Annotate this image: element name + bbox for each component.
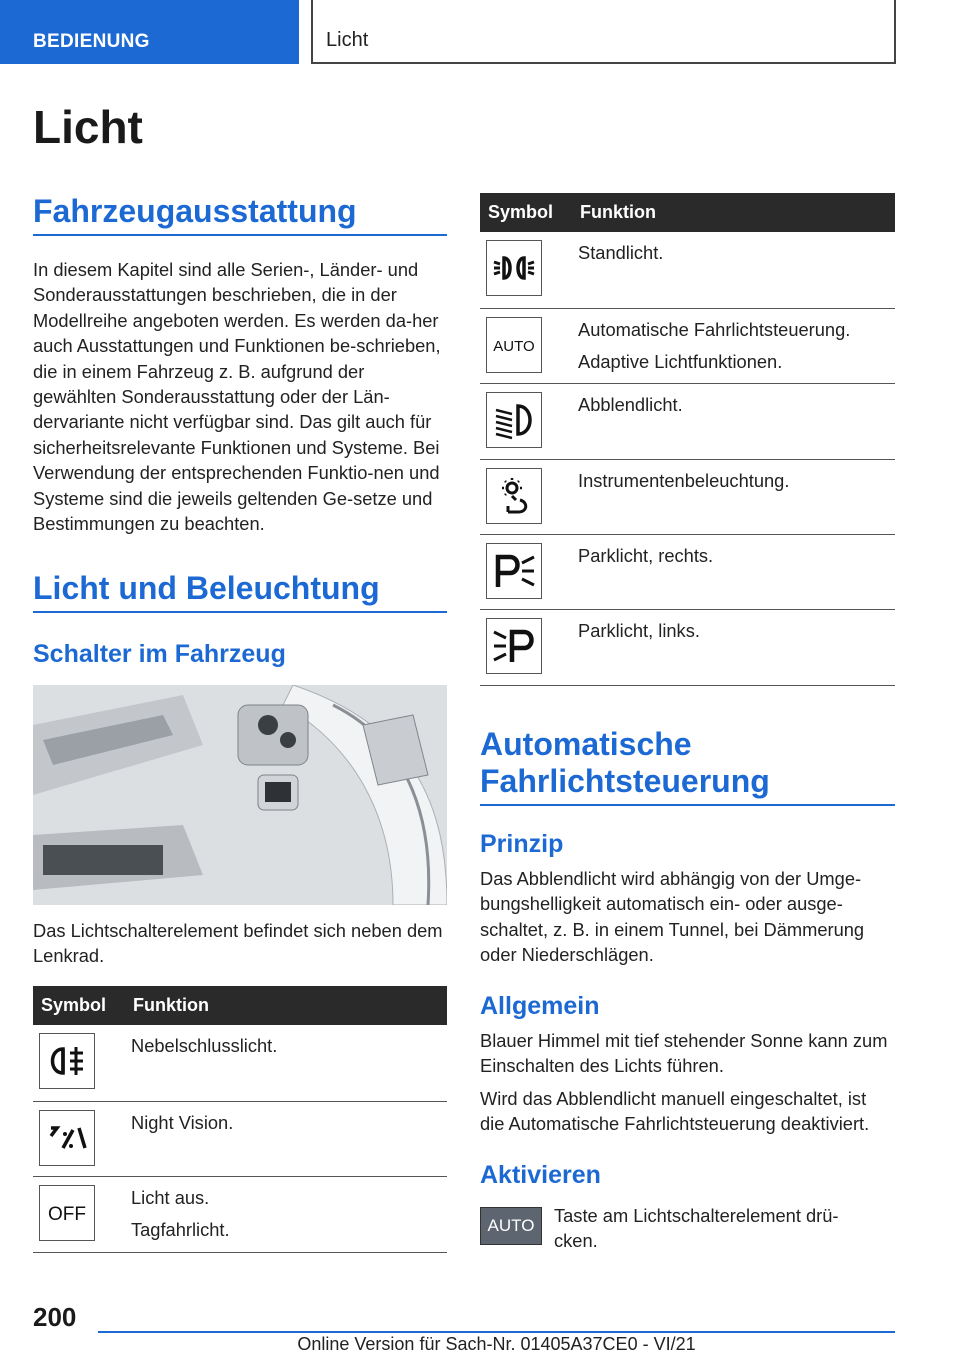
equipment-paragraph: In diesem Kapitel sind alle Serien-, Länder- und Sonderausstattungen beschrieben, die in der Modellreihe angeboten werden. Es werden da-her auch Ausstattungen und Funktionen be-schrieben, die in einem Fahrzeug z. B. aufgrund der gewählten Sonderausstattung oder der Län-dervariante nicht verfügbar sind. Das gilt auch für sicherheitsrelevante Funktionen und Systeme. Bei Verwendung der entsprechenden Funktio-nen und Systeme sind die jeweils geltenden Ge-setze und Bestimmungen zu beachten. xyxy=(33,259,441,535)
rear-fog-light-icon xyxy=(39,1033,95,1089)
footer-divider xyxy=(98,1331,895,1333)
off-icon xyxy=(39,1185,95,1241)
function-text: Automatische Fahrlichtsteuerung. xyxy=(578,318,851,340)
col-function: Funktion xyxy=(572,193,895,232)
col-symbol: Symbol xyxy=(480,193,572,232)
function-text: Abblendlicht. xyxy=(578,393,683,415)
left-symbol-table xyxy=(33,986,447,1253)
function-text: Nebelschlusslicht. xyxy=(131,1035,278,1056)
heading-activate: Aktivieren xyxy=(480,1161,601,1189)
table-row xyxy=(480,534,895,609)
heading-switch: Schalter im Fahrzeug xyxy=(33,640,286,668)
col-symbol: Symbol xyxy=(33,986,125,1025)
general-paragraph-2: Wird das Abblendlicht manuell eingeschaltet, ist die Automatische Fahrlichtsteuerung deaktiviert. xyxy=(480,1088,870,1135)
general-paragraph-1: Blauer Himmel mit tief stehender Sonne kann zum Einschalten des Lichts führen. xyxy=(480,1030,888,1077)
page-number: 200 xyxy=(33,1302,77,1332)
table-row xyxy=(33,1025,447,1101)
footer-online-version: Online Version für Sach-Nr. 01405A37CE0 - VI/21 xyxy=(297,1334,696,1354)
function-text: Instrumentenbeleuchtung. xyxy=(578,469,790,491)
function-text: Parklicht, links. xyxy=(578,619,700,641)
table-row xyxy=(33,1176,447,1252)
function-text: Adaptive Lichtfunktionen. xyxy=(578,350,783,372)
heading-principle: Prinzip xyxy=(480,830,564,858)
low-beam-icon xyxy=(486,392,542,448)
auto-icon xyxy=(486,317,542,373)
light-switch-photo xyxy=(33,685,447,905)
function-text: Tagfahrlicht. xyxy=(131,1218,230,1240)
function-text: Night Vision. xyxy=(131,1111,234,1133)
svg-text:AUTO: AUTO xyxy=(493,337,535,355)
function-text: Standlicht. xyxy=(578,242,664,263)
function-text: Parklicht, rechts. xyxy=(578,544,714,566)
heading-auto-light: Automatische Fahrlichtsteuerung xyxy=(480,726,895,806)
principle-paragraph: Das Abblendlicht wird abhängig von der Umge-bungshelligkeit automatisch ein- oder ausge-schaltet, z. B. in einem Tunnel, bei Dämmerung oder Niederschlägen. xyxy=(480,868,865,966)
right-symbol-table xyxy=(480,193,895,686)
table-row xyxy=(480,609,895,685)
chapter-tab[interactable] xyxy=(311,0,896,64)
parking-light-right-icon xyxy=(486,543,542,599)
page-title: Licht xyxy=(33,101,143,153)
side-light-icon xyxy=(486,240,542,296)
section-tab[interactable] xyxy=(0,0,299,64)
function-text: Licht aus. xyxy=(131,1186,210,1208)
auto-button-icon: AUTO xyxy=(480,1207,542,1245)
chapter-label: Licht xyxy=(326,29,369,51)
heading-equipment: Fahrzeugausstattung xyxy=(33,193,447,236)
activate-paragraph: Taste am Lichtschalterelement drü-cken. xyxy=(554,1205,839,1252)
table-row xyxy=(33,1101,447,1176)
dashboard-illustration xyxy=(33,685,447,905)
table-row xyxy=(480,459,895,534)
section-label: BEDIENUNG xyxy=(33,31,150,52)
heading-light: Licht und Beleuchtung xyxy=(33,570,447,613)
table-row xyxy=(480,383,895,459)
night-vision-icon xyxy=(39,1110,95,1166)
col-function: Funktion xyxy=(125,986,447,1025)
svg-text:OFF: OFF xyxy=(48,1203,86,1225)
parking-light-left-icon xyxy=(486,618,542,674)
switch-caption: Das Lichtschalterelement befindet sich neben dem Lenkrad. xyxy=(33,920,443,967)
heading-general: Allgemein xyxy=(480,992,600,1020)
table-row xyxy=(480,308,895,383)
instrument-lighting-icon xyxy=(486,468,542,524)
table-row xyxy=(480,232,895,308)
